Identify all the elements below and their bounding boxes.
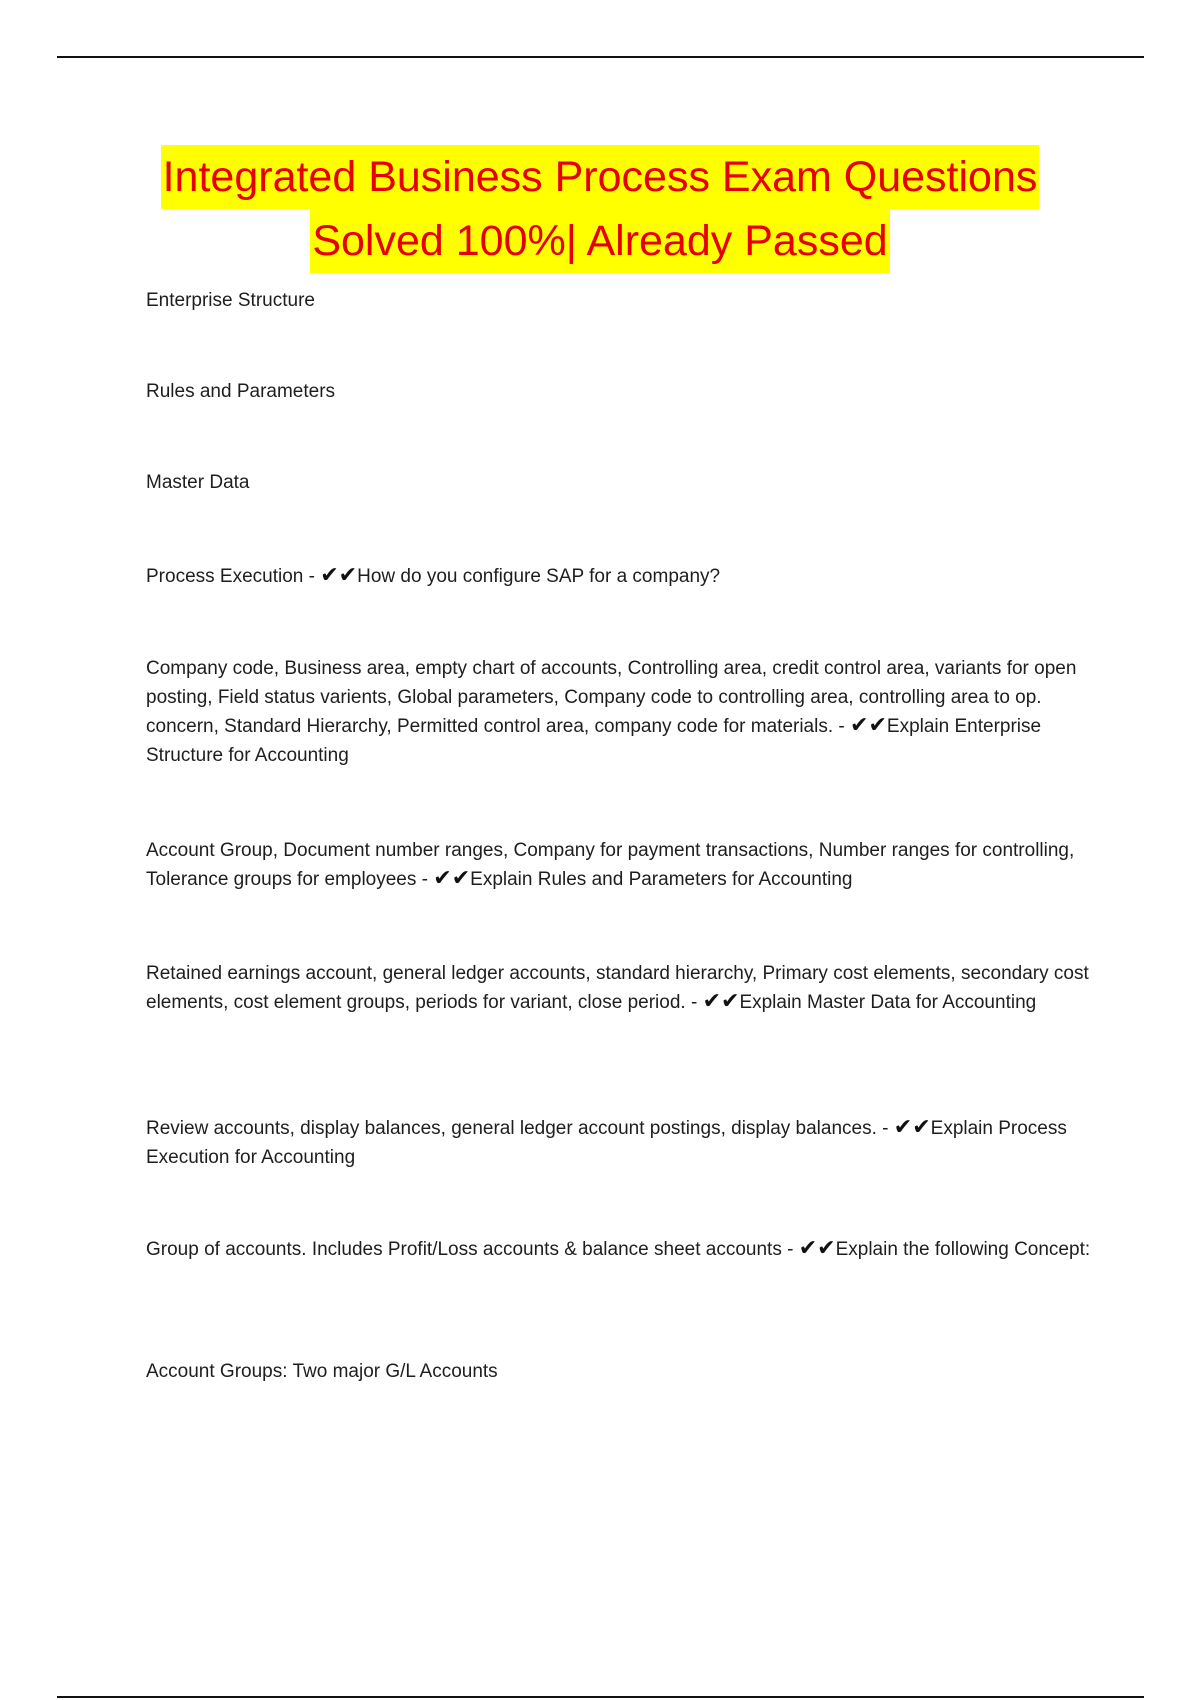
paragraph-enterprise-structure-answer — [146, 654, 1096, 770]
paragraph-process-execution-answer — [146, 1114, 1096, 1172]
paragraph-question: Explain the following Concept: — [835, 1239, 1091, 1260]
double-check-icon: ✔✔ — [798, 1235, 836, 1260]
paragraph-text: Enterprise Structure — [146, 290, 315, 311]
paragraph-master-data — [146, 468, 1096, 497]
paragraph-text: Account Groups: Two major G/L Accounts — [146, 1361, 498, 1382]
double-check-icon: ✔✔ — [320, 562, 358, 587]
paragraph-text: Process Execution - — [146, 566, 321, 587]
paragraph-rules-parameters — [146, 377, 1096, 406]
double-check-icon: ✔✔ — [702, 988, 740, 1013]
paragraph-rules-parameters-answer — [146, 836, 1096, 894]
double-check-icon: ✔✔ — [433, 865, 471, 890]
paragraph-account-groups-answer — [146, 1235, 1096, 1264]
paragraph-text: Account Group, Document number ranges, Company for payment transactions, Number ranges for controlling, Tolerance groups for employees - — [146, 840, 1075, 890]
paragraph-question: Explain Master Data for Accounting — [739, 992, 1037, 1013]
paragraph-text: Group of accounts. Includes Profit/Loss accounts & balance sheet accounts - — [146, 1239, 799, 1260]
double-check-icon: ✔✔ — [850, 712, 887, 737]
bottom-rule — [57, 1696, 1144, 1698]
paragraph-text: Retained earnings account, general ledger accounts, standard hierarchy, Primary cost elements, secondary cost elements, cost element groups, periods for variant, close period. - — [146, 963, 1089, 1013]
document-title — [0, 145, 1200, 273]
paragraph-master-data-answer — [146, 959, 1096, 1017]
title-line-2: Solved 100%| Already Passed — [310, 209, 889, 273]
paragraph-text: Rules and Parameters — [146, 381, 336, 402]
paragraph-question: Explain Rules and Parameters for Accounting — [470, 869, 853, 890]
paragraph-text: Company code, Business area, empty chart of accounts, Controlling area, credit control area, variants for open posting, Field status varients, Global parameters, Company code to controlling area, controlling area to op. concern, Standard Hierarchy, Permitted control area, company code for materials. - — [146, 658, 1077, 737]
paragraph-question: Explain Process Execution for Accounting — [146, 1118, 1067, 1168]
paragraph-question: Explain Enterprise Structure for Accounting — [146, 716, 1042, 766]
paragraph-text: Master Data — [146, 472, 250, 493]
paragraph-account-groups — [146, 1357, 1096, 1386]
double-check-icon: ✔✔ — [893, 1114, 931, 1139]
paragraph-question: How do you configure SAP for a company? — [357, 566, 721, 587]
paragraph-text: Review accounts, display balances, general ledger account postings, display balances. - — [146, 1118, 894, 1139]
title-line-1: Integrated Business Process Exam Questions — [161, 145, 1040, 209]
paragraph-process-execution — [146, 562, 1096, 591]
top-rule — [57, 56, 1144, 58]
paragraph-enterprise-structure — [146, 286, 1096, 315]
